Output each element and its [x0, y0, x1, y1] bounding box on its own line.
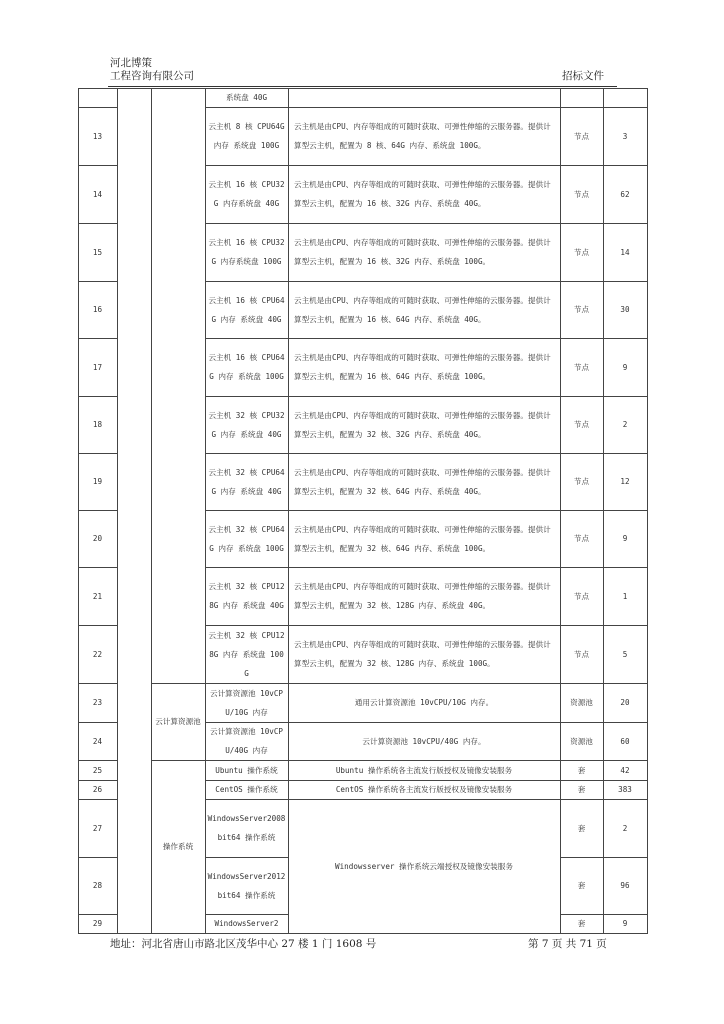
unit-cell: 套	[577, 765, 586, 775]
desc-cell: 云主机是由CPU、内存等组成的可随时获取、可弹性伸缩的云服务器。提供计算型云主机，配置为 8 核、64G 内存、系统盘 100G。	[294, 122, 551, 150]
qty-cell: 383	[618, 785, 632, 794]
category-cloud-pool: 云计算资源池	[155, 717, 201, 726]
spec-cell: 云主机 32 核 CPU32G 内存 系统盘 40G	[208, 410, 285, 439]
windows-desc-cell: Windowsserver 操作系统云端授权及镜像安装服务	[335, 861, 513, 871]
table-horizontal-rule	[205, 933, 648, 934]
row-number: 20	[92, 534, 103, 543]
footer-address: 地址：河北省唐山市路北区茂华中心 27 楼 1 门 1608 号	[110, 938, 377, 950]
spec-cell: CentOS 操作系统	[215, 785, 278, 794]
unit-cell: 资源池	[570, 736, 593, 746]
table-horizontal-rule	[151, 88, 206, 89]
qty-cell: 62	[620, 189, 630, 199]
spec-cell: 云主机 16 核 CPU64G 内存 系统盘 40G	[208, 295, 285, 324]
document-type: 招标文件	[562, 70, 604, 82]
spec-cell: 系统盘 40G	[225, 93, 268, 102]
row-number	[78, 88, 117, 107]
spec-cell: 云主机 8 核 CPU64G 内存 系统盘 100G	[208, 122, 285, 150]
page-suffix: 页	[596, 938, 607, 950]
desc-cell: 云主机是由CPU、内存等组成的可随时获取、可弹性伸缩的云服务器。提供计算型云主机，配置为 32 核、64G 内存、系统盘 40G。	[294, 467, 551, 496]
company-name-line1: 河北博策	[110, 57, 152, 69]
qty-cell: 1	[622, 591, 628, 601]
row-number: 19	[92, 477, 103, 486]
spec-cell: Ubuntu 操作系统	[215, 765, 278, 775]
desc-cell: 云主机是由CPU、内存等组成的可随时获取、可弹性伸缩的云服务器。提供计算型云主机，配置为 16 核、64G 内存、系统盘 40G。	[294, 295, 551, 324]
page-current: 7	[541, 938, 549, 950]
qty-cell: 30	[620, 305, 630, 314]
unit-cell: 节点	[573, 305, 590, 314]
spec-cell: 云主机 16 核 CPU64G 内存 系统盘 100G	[208, 353, 285, 381]
row-number: 29	[92, 919, 103, 928]
unit-cell: 节点	[573, 477, 590, 486]
desc-cell: 云主机是由CPU、内存等组成的可随时获取、可弹性伸缩的云服务器。提供计算型云主机，配置为 32 核、64G 内存、系统盘 100G。	[294, 524, 551, 553]
spec-cell: 云主机 32 核 CPU64G 内存 系统盘 40G	[208, 467, 285, 496]
spec-cell: 云主机 16 核 CPU32G 内存系统盘 40G	[208, 180, 285, 208]
row-number: 13	[92, 131, 103, 141]
desc-cell: 云计算资源池 10vCPU/40G 内存。	[362, 736, 486, 746]
spec-cell: 云计算资源池 10vCPU/10G 内存	[210, 688, 283, 717]
spec-cell: WindowsServer2012bit64 操作系统	[207, 871, 286, 900]
row-number: 22	[92, 649, 103, 659]
qty-cell: 2	[622, 420, 628, 429]
desc-cell: 云主机是由CPU、内存等组成的可随时获取、可弹性伸缩的云服务器。提供计算型云主机，配置为 16 核、32G 内存、系统盘 40G。	[294, 180, 551, 208]
unit-cell: 资源池	[570, 698, 593, 707]
qty-cell: 42	[620, 765, 630, 775]
table-vertical-rule	[205, 88, 206, 934]
unit-cell: 套	[577, 785, 586, 794]
page-prefix: 第	[528, 938, 539, 950]
unit-cell: 节点	[573, 189, 590, 199]
spec-cell: WindowsServer2	[214, 919, 279, 928]
unit-cell: 节点	[573, 649, 590, 659]
table-horizontal-rule	[151, 933, 206, 934]
row-number: 26	[92, 785, 103, 794]
table-vertical-rule	[647, 88, 648, 934]
row-number: 28	[92, 881, 103, 890]
qty-cell: 9	[622, 919, 628, 928]
desc-cell: 云主机是由CPU、内存等组成的可随时获取、可弹性伸缩的云服务器。提供计算型云主机，配置为 16 核、32G 内存、系统盘 100G。	[294, 238, 551, 266]
spec-cell: 云主机 32 核 CPU128G 内存 系统盘 100G	[208, 630, 285, 678]
qty-cell: 12	[620, 477, 630, 486]
qty-cell: 14	[620, 247, 630, 257]
desc-cell: CentOS 操作系统各主流发行版授权及镜像安装服务	[335, 785, 513, 794]
qty-cell: 3	[622, 131, 628, 141]
unit-cell: 套	[577, 823, 586, 833]
unit-cell: 节点	[573, 362, 590, 372]
row-number: 25	[92, 765, 103, 775]
qty-cell: 96	[620, 881, 630, 890]
qty-cell: 9	[622, 534, 628, 543]
table-vertical-rule	[151, 88, 152, 934]
category-os: 操作系统	[162, 842, 194, 851]
row-number: 15	[92, 247, 103, 257]
desc-cell	[288, 88, 560, 107]
row-number: 21	[92, 591, 103, 601]
qty-cell: 20	[620, 698, 630, 707]
qty-cell: 9	[622, 362, 628, 372]
table-horizontal-rule	[78, 933, 118, 934]
desc-cell: 云主机是由CPU、内存等组成的可随时获取、可弹性伸缩的云服务器。提供计算型云主机，配置为 16 核、64G 内存、系统盘 100G。	[294, 353, 551, 381]
row-number: 14	[92, 189, 103, 199]
unit-cell: 节点	[573, 247, 590, 257]
table-horizontal-rule	[117, 88, 152, 89]
table-vertical-rule	[117, 88, 118, 934]
qty-cell: 5	[622, 649, 628, 659]
qty-cell	[603, 88, 647, 107]
page-total: 71	[579, 938, 593, 950]
page-counter	[528, 937, 607, 951]
spec-cell: 云主机 32 核 CPU128G 内存 系统盘 40G	[208, 582, 285, 610]
page-mid: 页 共	[551, 938, 577, 950]
qty-cell: 2	[622, 823, 628, 833]
desc-cell: 云主机是由CPU、内存等组成的可随时获取、可弹性伸缩的云服务器。提供计算型云主机，配置为 32 核、128G 内存、系统盘 40G。	[294, 582, 551, 610]
desc-cell: 通用云计算资源池 10vCPU/10G 内存。	[354, 698, 494, 707]
table-horizontal-rule	[117, 933, 152, 934]
desc-cell: Ubuntu 操作系统各主流发行版授权及镜像安装服务	[335, 765, 513, 775]
unit-cell	[560, 88, 603, 107]
row-number: 17	[92, 362, 103, 372]
row-number: 18	[92, 420, 103, 429]
qty-cell: 60	[620, 736, 630, 746]
spec-cell: WindowsServer2008bit64 操作系统	[207, 814, 286, 842]
row-number: 23	[92, 698, 103, 707]
row-number: 27	[92, 823, 103, 833]
unit-cell: 节点	[573, 591, 590, 601]
unit-cell: 节点	[573, 131, 590, 141]
unit-cell: 套	[577, 919, 586, 928]
row-number: 16	[92, 305, 103, 314]
desc-cell: 云主机是由CPU、内存等组成的可随时获取、可弹性伸缩的云服务器。提供计算型云主机，配置为 32 核、32G 内存、系统盘 40G。	[294, 410, 551, 439]
desc-cell: 云主机是由CPU、内存等组成的可随时获取、可弹性伸缩的云服务器。提供计算型云主机，配置为 32 核、128G 内存、系统盘 100G。	[294, 640, 551, 668]
spec-cell: 云主机 16 核 CPU32G 内存系统盘 100G	[208, 238, 285, 266]
company-name-line2: 工程咨询有限公司	[110, 70, 194, 82]
spec-cell: 云计算资源池 10vCPU/40G 内存	[210, 727, 283, 755]
spec-cell: 云主机 32 核 CPU64G 内存 系统盘 100G	[208, 524, 285, 553]
unit-cell: 节点	[573, 420, 590, 429]
unit-cell: 节点	[573, 534, 590, 543]
row-number: 24	[92, 736, 103, 746]
unit-cell: 套	[577, 881, 586, 890]
